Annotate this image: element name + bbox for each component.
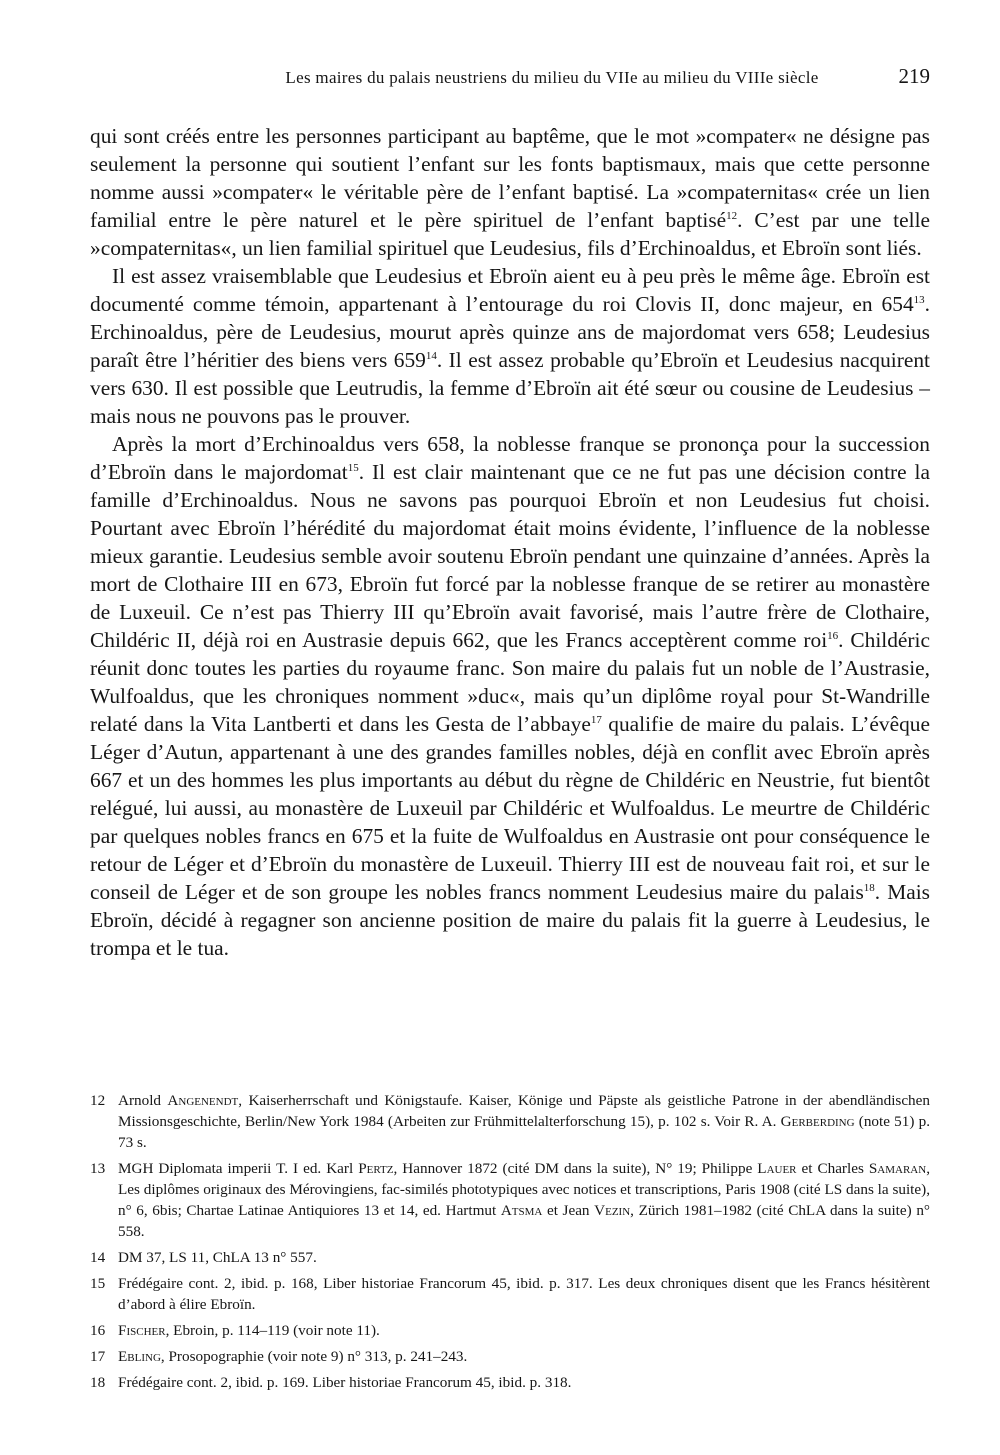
footnote: 16 Fischer, Ebroin, p. 114–119 (voir note 11). <box>90 1322 380 1339</box>
footnote-number: 14 <box>90 1249 106 1266</box>
footnote-number: 13 <box>90 1160 106 1177</box>
author-name: Pertz <box>358 1160 394 1177</box>
body-paragraph: Il est assez vraisemblable que Leudesius et Ebroïn aient eu à peu près le même âge. Ebroïn est documenté comme témoin, appartenant à l’entourage du roi Clovis II, donc majeur, en $654^{13}$. Erchinoaldus, père de Leudesius, mourut après quinze ans de majordomat vers 658; Leudesius paraît être l’héritier des biens vers $659^{14}$. Il est assez probable qu’Ebroïn et Leudesius nacquirent vers 630. Il est possible que Leutrudis, la femme d’Ebroïn ait été sœur ou cousine de Leudesius – mais nous ne pouvons pas le prouver. <box>90 264 930 428</box>
body-paragraph: qui sont créés entre les personnes participant au baptême, que le mot »compater« ne désigne pas seulement la personne qui soutient l’enfant sur les fonts baptismaux, mais que cette personne nomme aussi »compater« le véritable père de l’enfant baptisé. La »compaternitas« crée un lien familial entre le père naturel et le père spirituel de l’enfant baptisé$^{12}$. C’est par une telle »compaternitas«, un lien familial spirituel que Leudesius, fils d’Erchinoaldus, et Ebroïn sont liés. <box>90 124 931 260</box>
author-name: Lauer <box>757 1160 797 1177</box>
footnote: 12 Arnold Angenendt, Kaiserherrschaft und Königstaufe. Kaiser, Könige und Päpste als geistliche Patrone in der abendländischen Missionsgeschichte, Berlin/New York 1984 (Arbeiten zur Frühmittelalterforschung 15), p. 102 s. Voir R. A. Gerberding (note 51) p. 73 s. <box>90 1092 931 1151</box>
footnote-number: 17 <box>90 1348 106 1365</box>
page-header <box>90 64 930 94</box>
footnote: 15 Frédégaire cont. 2, ibid. p. 168, Liber historiae Francorum 45, ibid. p. 317. Les deux chroniques disent que les Francs hésitèrent d’abord à élire Ebroïn. <box>90 1275 930 1313</box>
footnote: 17 Ebling, Prosopographie (voir note 9) n° 313, p. 241–243. <box>90 1348 468 1365</box>
body-text <box>90 122 930 962</box>
footnote-reference: 15 <box>347 461 359 474</box>
footnote-reference: 13 <box>913 293 925 306</box>
footnote: 13 MGH Diplomata imperii T. I ed. Karl Pertz, Hannover 1872 (cité DM dans la suite), N° 19; Philippe Lauer et Charles Samaran, Les diplômes originaux des Mérovingiens, fac-similés phototypiques avec notices et transcriptions, Paris 1908 (cité LS dans la suite), n° 6, 6bis; Chartae Latinae Antiquiores 13 et 14, ed. Hartmut Atsma et Jean Vezin, Zürich 1981–1982 (cité ChLA dans la suite) n° 558. <box>90 1160 930 1240</box>
footnote-number: 16 <box>90 1322 106 1339</box>
page-number: 219 <box>898 64 930 88</box>
footnote-reference: 12 <box>726 209 738 222</box>
author-name: Fischer <box>118 1322 166 1339</box>
running-head: Les maires du palais neustriens du milieu du VIIe au milieu du VIIIe siècle <box>285 68 819 87</box>
body-paragraph: Après la mort d’Erchinoaldus vers 658, la noblesse franque se prononça pour la succession d’Ebroïn dans le majordomat$^{15}$. Il est clair maintenant que ce ne fut pas une décision contre la famille d’Erchinoaldus. Nous ne savons pas pourquoi Ebroïn et non Leudesius fut choisi. Pourtant avec Ebroïn l’hérédité du majordomat était moins évidente, l’influence de la noblesse mieux garantie. Leudesius semble avoir soutenu Ebroïn pendant une quinzaine d’années. Après la mort de Clothaire III en 673, Ebroïn fut forcé par la noblesse franque de se retirer au monastère de Luxeuil. Ce n’est pas Thierry III qu’Ebroïn avait favorisé, mais l’autre frère de Clothaire, Childéric II, déjà roi en Austrasie depuis 662, que les Francs acceptèrent comme roi$^{16}$. Childéric réunit donc toutes les parties du royaume franc. Son maire du palais fut un noble de l’Austrasie, Wulfoaldus, que les chroniques nomment »duc«, mais qu’un diplôme royal pour St-Wandrille relaté dans la Vita Lantberti et dans les Gesta de l’abbaye$^{17}$ qualifie de maire du palais. L’évêque Léger d’Autun, appartenant à une des grandes familles nobles, déjà en conflit avec Ebroïn après 667 et un des hommes les plus importants au début du règne de Childéric en Neustrie, fut bientôt relégué, lui aussi, au monastère de Luxeuil par Childéric et Wulfoaldus. Le meurtre de Childéric par quelques nobles francs en 675 et la fuite de Wulfoaldus en Austrasie ont pour conséquence le retour de Léger et d’Ebroïn du monastère de Luxeuil. Thierry III est de nouveau fait roi, et sur le conseil de Léger et de son groupe les nobles francs nomment Leudesius maire du palais$^{18}$. Mais Ebroïn, décidé à regagner son ancienne position de maire du palais fit la guerre à Leudesius, le trompa et le tua. <box>90 432 930 960</box>
author-name: Vezin <box>594 1202 631 1219</box>
author-name: Ebling <box>118 1348 161 1365</box>
footnotes <box>90 1090 930 1398</box>
footnote-reference: 18 <box>863 881 875 894</box>
author-name: Samaran <box>868 1160 927 1177</box>
footnote: 18 Frédégaire cont. 2, ibid. p. 169. Liber historiae Francorum 45, ibid. p. 318. <box>90 1374 572 1391</box>
footnote-reference: 16 <box>827 629 839 642</box>
footnote-number: 18 <box>90 1374 106 1391</box>
footnote-number: 15 <box>90 1275 106 1292</box>
author-name: Angenendt <box>167 1092 239 1109</box>
footnote-reference: 17 <box>590 713 602 726</box>
footnote-number: 12 <box>90 1092 106 1109</box>
footnote: 14 DM 37, LS 11, ChLA 13 n° 557. <box>90 1249 317 1266</box>
author-name: Atsma <box>500 1202 543 1219</box>
footnote-reference: 14 <box>425 349 437 362</box>
author-name: Gerberding <box>780 1113 855 1130</box>
